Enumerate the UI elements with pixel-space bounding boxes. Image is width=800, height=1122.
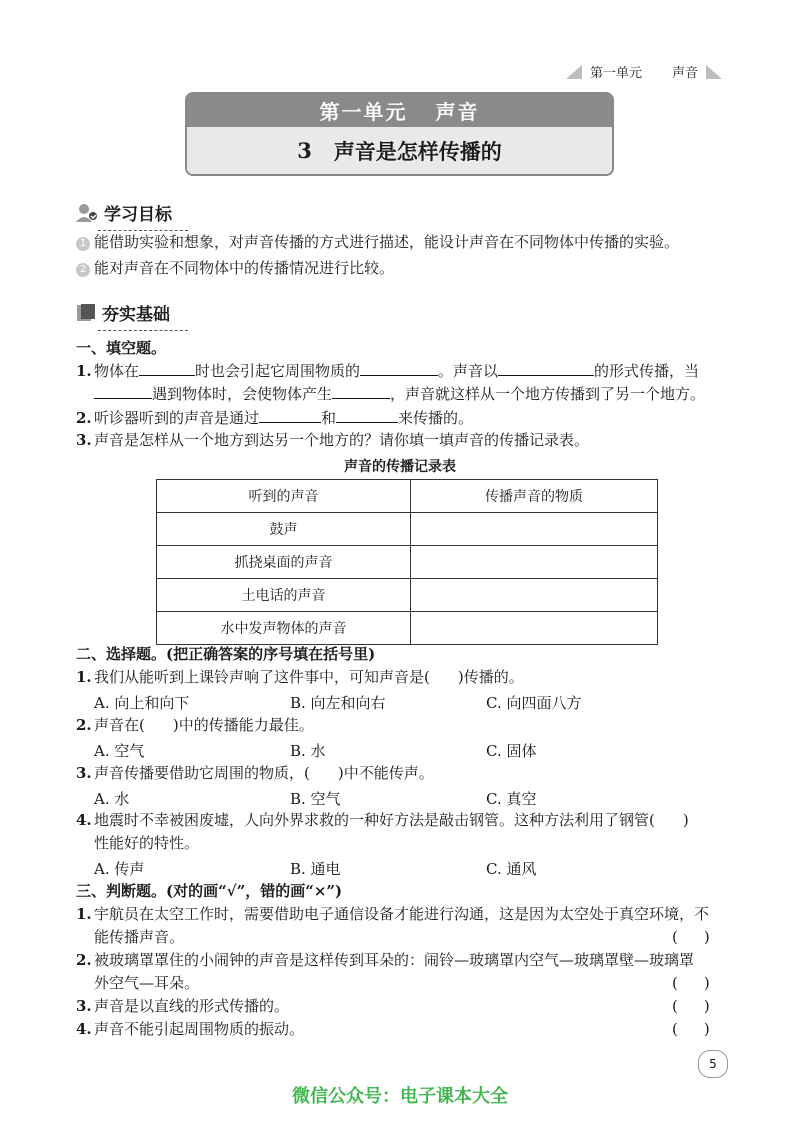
table-cell: 水中发声物体的声音 — [157, 612, 411, 645]
objectives-heading-row — [76, 200, 172, 225]
triangle-left-icon — [566, 65, 582, 79]
blank[interactable] — [259, 408, 321, 423]
fill-q2-number: 2. — [76, 409, 92, 427]
basics-heading-row — [76, 300, 170, 325]
choice-q1-post: )传播的。 — [457, 668, 524, 686]
fill-q2-a: 听诊器听到的声音是通过 — [94, 409, 260, 427]
blank[interactable] — [332, 384, 390, 399]
fill-q3-text: 声音是怎样从一个地方到达另一个地方的？请你填一填声音的传播记录表。 — [94, 431, 590, 449]
table-row — [157, 612, 658, 645]
judge-q2-line2: 外空气—耳朵。 — [94, 974, 200, 992]
fill-q1-line2 — [94, 384, 705, 403]
judge-q3 — [76, 997, 289, 1015]
choice-q4-pre: 地震时不幸被困废墟，人向外界求救的一种好方法是敲击钢管。这种方法利用了钢管( — [94, 811, 655, 829]
blank[interactable] — [336, 408, 398, 423]
objective-1-text: 能借助实验和想象，对声音传播的方式进行描述，能设计声音在不同物体中传播的实验。 — [94, 233, 680, 251]
answer-cell[interactable] — [411, 579, 658, 612]
objective-1 — [76, 233, 679, 251]
fill-q2-c: 来传播的。 — [398, 409, 474, 427]
fill-q1-a: 物体在 — [94, 362, 140, 380]
blank[interactable] — [94, 384, 152, 399]
fill-q3-number: 3. — [76, 431, 92, 449]
answer-cell[interactable] — [411, 546, 658, 579]
triangle-right-icon — [706, 65, 722, 79]
judge-heading: 三、判断题。(对的画“√”，错的画“×”) — [76, 882, 343, 900]
objective-2-badge: 2 — [76, 263, 90, 277]
running-header — [566, 62, 722, 81]
paren-open: ( — [672, 928, 678, 946]
choice-q4-post: ) — [682, 811, 689, 829]
judge-q4-text: 声音不能引起周围物质的振动。 — [94, 1020, 305, 1038]
option: A. 空气 — [94, 742, 145, 760]
choice-q2 — [76, 716, 314, 734]
lesson-title: 声音是怎样传播的 — [333, 138, 502, 164]
table-caption: 声音的传播记录表 — [344, 459, 456, 475]
table-row — [157, 513, 658, 546]
judge-q3-text: 声音是以直线的形式传播的。 — [94, 997, 290, 1015]
blank[interactable] — [360, 361, 438, 376]
footer-watermark: 微信公众号：电子课本大全 — [292, 1086, 508, 1107]
choice-q2-number: 2. — [76, 716, 92, 734]
header-unit: 第一单元 — [589, 66, 642, 81]
lesson-number: 3 — [297, 138, 312, 163]
fill-heading: 一、填空题。 — [76, 339, 167, 357]
blank[interactable] — [139, 361, 195, 376]
choice-q2-post: )中的传播能力最佳。 — [172, 716, 314, 734]
table-header-row — [157, 480, 658, 513]
paren-close: ) — [703, 997, 710, 1015]
answer-paren[interactable] — [672, 1020, 710, 1038]
person-icon — [76, 203, 98, 223]
judge-q4 — [76, 1020, 304, 1038]
title-box — [185, 92, 614, 176]
table-header-cell: 传播声音的物质 — [411, 480, 658, 513]
choice-q3 — [76, 764, 434, 782]
answer-cell[interactable] — [411, 612, 658, 645]
fill-q1-e: 遇到物体时，会使物体产生 — [152, 385, 333, 403]
fill-q3 — [76, 431, 589, 449]
table-cell: 鼓声 — [157, 513, 411, 546]
option: B. 向左和向右 — [290, 694, 386, 712]
header-topic: 声音 — [671, 66, 698, 81]
option: B. 水 — [290, 742, 326, 760]
page-number: 5 — [698, 1050, 728, 1078]
answer-paren[interactable] — [672, 928, 710, 946]
choice-q3-pre: 声音传播要借助它周围的物质，( — [94, 764, 310, 782]
title-topic: 声音 — [435, 100, 480, 124]
option: A. 向上和向下 — [94, 694, 190, 712]
judge-q1-line1 — [76, 905, 709, 923]
option: C. 真空 — [486, 790, 537, 808]
table-header-cell: 听到的声音 — [157, 480, 411, 513]
option: C. 通风 — [486, 860, 537, 878]
option: C. 固体 — [486, 742, 537, 760]
fill-q1-line1 — [76, 361, 699, 380]
choice-q2-pre: 声音在( — [94, 716, 145, 734]
judge-q1-text: 宇航员在太空工作时，需要借助电子通信设备才能进行沟通，这是因为太空处于真空环境，不 — [94, 905, 710, 923]
answer-paren[interactable] — [672, 974, 710, 992]
choice-q3-number: 3. — [76, 764, 92, 782]
judge-q4-number: 4. — [76, 1020, 92, 1038]
table-row — [157, 579, 658, 612]
answer-cell[interactable] — [411, 513, 658, 546]
paren-open: ( — [672, 974, 678, 992]
answer-paren[interactable] — [672, 997, 710, 1015]
choice-q4-cont: 性能好的特性。 — [94, 834, 200, 852]
choice-q4-number: 4. — [76, 811, 92, 829]
fill-q1-f: ，声音就这样从一个地方传播到了另一个地方。 — [390, 385, 706, 403]
table-cell: 土电话的声音 — [157, 579, 411, 612]
judge-q3-number: 3. — [76, 997, 92, 1015]
objectives-heading: 学习目标 — [104, 205, 172, 225]
fill-q1-d: 的形式传播，当 — [594, 362, 700, 380]
objective-2 — [76, 259, 394, 277]
judge-q1-line2: 能传播声音。 — [94, 928, 185, 946]
paren-open: ( — [672, 997, 678, 1015]
fill-q1-number: 1. — [76, 362, 92, 380]
choice-q1-number: 1. — [76, 668, 92, 686]
book-icon — [76, 303, 96, 323]
objective-2-text: 能对声音在不同物体中的传播情况进行比较。 — [94, 259, 395, 277]
paren-close: ) — [703, 928, 710, 946]
fill-q1-b: 时也会引起它周围物质的 — [195, 362, 361, 380]
judge-q2-number: 2. — [76, 951, 92, 969]
table-cell: 抓挠桌面的声音 — [157, 546, 411, 579]
title-unit: 第一单元 — [319, 100, 408, 124]
fill-q2-b: 和 — [321, 409, 337, 427]
paren-close: ) — [703, 1020, 710, 1038]
blank[interactable] — [498, 361, 594, 376]
option: A. 传声 — [94, 860, 145, 878]
judge-q2-text: 被玻璃罩罩住的小闹钟的声音是这样传到耳朵的：闹铃—玻璃罩内空气—玻璃罩壁—玻璃罩 — [94, 951, 695, 969]
option: B. 空气 — [290, 790, 341, 808]
choice-q1-pre: 我们从能听到上课铃声响了这件事中，可知声音是( — [94, 668, 430, 686]
option: B. 通电 — [290, 860, 341, 878]
fill-q2 — [76, 408, 473, 427]
objective-1-badge: 1 — [76, 237, 90, 251]
fill-q1-c: 。声音以 — [438, 362, 499, 380]
basics-heading: 夯实基础 — [102, 305, 170, 325]
judge-q1-number: 1. — [76, 905, 92, 923]
table-row — [157, 546, 658, 579]
paren-open: ( — [672, 1020, 678, 1038]
record-table — [156, 479, 658, 645]
choice-heading: 二、选择题。(把正确答案的序号填在括号里) — [76, 645, 376, 663]
choice-q1 — [76, 668, 524, 686]
choice-q3-post: )中不能传声。 — [337, 764, 434, 782]
choice-q4 — [76, 811, 689, 829]
option: C. 向四面八方 — [486, 694, 582, 712]
judge-q2-line1 — [76, 951, 694, 969]
paren-close: ) — [703, 974, 710, 992]
option: A. 水 — [94, 790, 130, 808]
